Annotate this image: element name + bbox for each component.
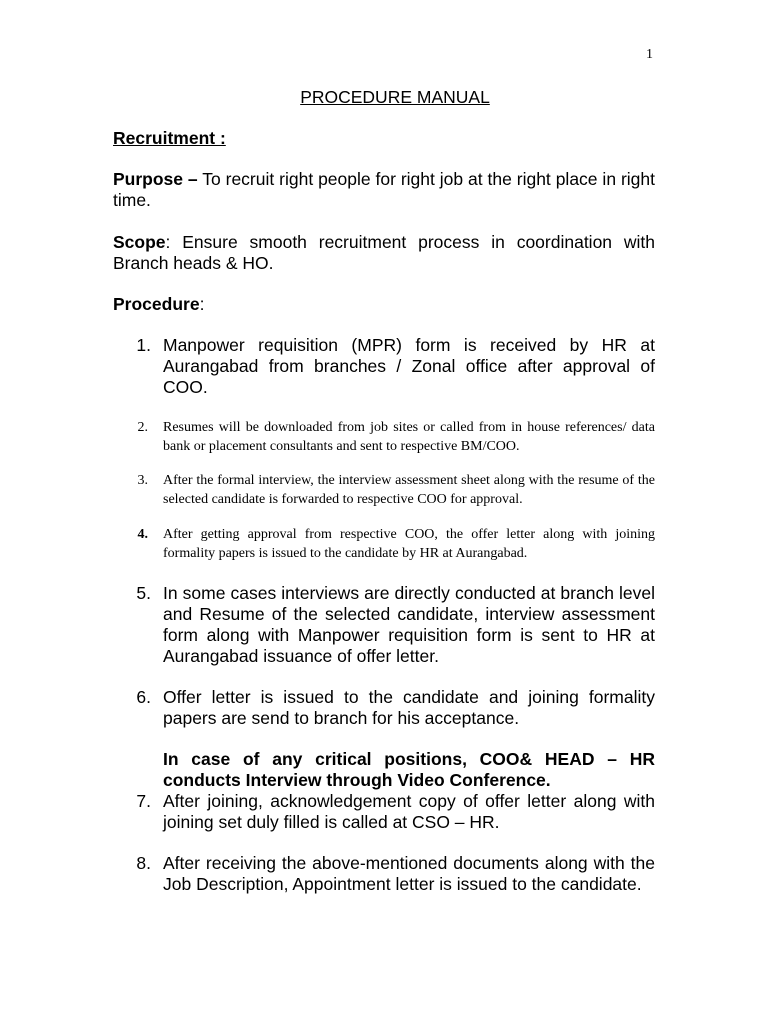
list-item-number: 5. <box>136 583 151 603</box>
procedure-heading <box>113 294 655 315</box>
list-item-text: Resumes will be downloaded from job sites or called from in house references/ data bank or placement consultants and sent to respective BM/COO. <box>163 420 655 454</box>
list-item-text: After joining, acknowledgement copy of offer letter along with joining set duly filled is called at CSO – HR. <box>163 791 655 832</box>
list-item-number: 3. <box>137 473 148 488</box>
list-item-text: After getting approval from respective COO, the offer letter along with joining formality papers is issued to the candidate by HR at Aurangabad. <box>163 527 655 561</box>
scope-paragraph <box>113 232 655 274</box>
document-title: PROCEDURE MANUAL <box>300 87 490 107</box>
list-item-text: After receiving the above-mentioned documents along with the Job Description, Appointment letter is issued to the candidate. <box>163 853 655 894</box>
critical-positions-note: In case of any critical positions, COO& HEAD – HR conducts Interview through Video Conference. <box>163 749 655 790</box>
purpose-label: Purpose – <box>113 169 198 189</box>
list-item-number: 6. <box>136 687 151 707</box>
purpose-text: To recruit right people for right job at the right place in right time. <box>113 169 655 210</box>
scope-text: : Ensure smooth recruitment process in coordination with Branch heads & HO. <box>113 232 655 273</box>
purpose-paragraph <box>113 169 655 211</box>
scope-label: Scope <box>113 232 166 252</box>
list-item-text: Manpower requisition (MPR) form is received by HR at Aurangabad from branches / Zonal office after approval of COO. <box>163 335 655 397</box>
list-item-text: After the formal interview, the interview assessment sheet along with the resume of the selected candidate is forwarded to respective COO for approval. <box>163 473 655 507</box>
list-item-number: 7. <box>136 791 151 811</box>
page-number: 1 <box>646 47 653 62</box>
list-item-number: 2. <box>137 420 148 435</box>
list-item-number: 1. <box>136 335 151 355</box>
procedure-suffix: : <box>199 294 205 314</box>
list-item-number: 8. <box>136 853 151 873</box>
list-item-text: Offer letter is issued to the candidate and joining formality papers are send to branch for his acceptance. <box>163 687 655 728</box>
list-item-text: In some cases interviews are directly conducted at branch level and Resume of the selected candidate, interview assessment form along with Manpower requisition form is sent to HR at Aurangabad issuance of offer letter. <box>163 583 655 666</box>
procedure-label: Procedure <box>113 294 200 314</box>
section-heading: Recruitment : <box>113 128 226 148</box>
list-item-number: 4. <box>137 527 148 542</box>
